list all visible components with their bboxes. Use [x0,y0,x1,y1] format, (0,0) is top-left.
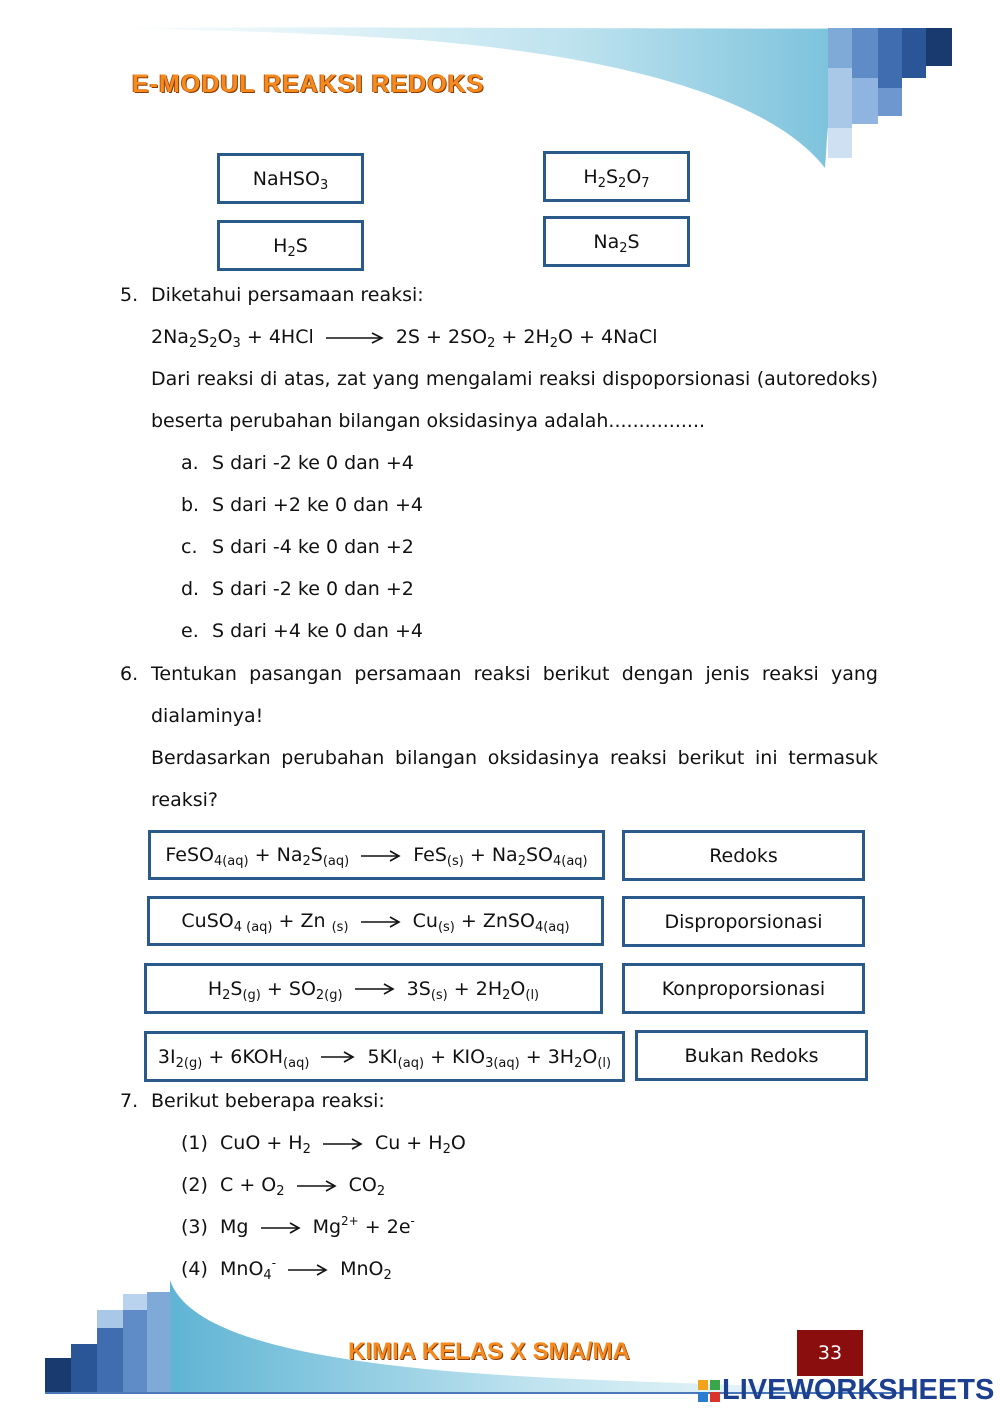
type-label: Disproporsionasi [664,910,823,933]
reaction-box-4[interactable] [144,1031,625,1082]
reaction-box-3[interactable] [144,963,603,1014]
module-title: E-MODUL REAKSI REDOKS [132,70,485,98]
type-label: Redoks [709,844,778,867]
answer-box-na2s[interactable] [543,216,690,267]
type-box-bukan-redoks[interactable] [635,1030,868,1081]
q7-item-4: (4) MnO$_4$- MnO$_2$ [181,1256,392,1283]
formula-text: NaHSO$_3$ [252,167,329,193]
type-label: Konproporsionasi [661,977,826,1000]
option-d-text[interactable]: S dari -2 ke 0 dan +2 [212,578,414,600]
option-e-letter: e. [181,620,199,642]
reaction-equation: CuSO$_{4 (aq)}$ + Zn $_{(s)}$ $Cu_{(s)}$ + ZnSO$_{4(aq)}$ [181,910,570,935]
question-5-equation: $2Na_2S_2O_3 + 4HCl$ $2S + 2SO_2 + 2H_2O$ + 4NaCl [151,326,658,351]
q7-item-3: (3) Mg $Mg^{2+} + 2e^-$ [181,1214,415,1238]
liveworksheets-brand[interactable]: LIVEWORKSHEETS [722,1374,995,1406]
answer-box-h2s2o7[interactable] [543,151,690,202]
reaction-arrow-icon [288,1264,328,1276]
option-a-text[interactable]: S dari -2 ke 0 dan +4 [212,452,414,474]
reaction-arrow-icon [355,983,395,995]
answer-box-h2s[interactable] [217,220,364,271]
option-e-text[interactable]: S dari +4 ke 0 dan +4 [212,620,423,642]
type-box-disproporsionasi[interactable] [622,896,865,947]
option-b-letter: b. [181,494,200,516]
reaction-arrow-icon [261,1222,301,1234]
reaction-arrow-icon [323,1138,363,1150]
reaction-arrow-icon [321,1051,355,1063]
reaction-equation: $H_2S_{(g)} + SO_{2(g)}$ $3S_{(s)} + 2H_2O_{(l)}$ [207,977,540,1003]
reaction-equation: FeSO$_{4(aq)}$ + $Na_2S_{(aq)}$ $FeS_{(s)} + Na_2SO_{4(aq)}$ [165,844,588,869]
formula-text: $H_2S_2O_7$ [583,165,650,191]
formula-text: $H_2S$ [273,234,308,260]
reaction-box-1[interactable] [148,830,605,880]
footer-title: KIMIA KELAS X SMA/MA [348,1338,630,1365]
reaction-arrow-icon [361,916,401,928]
question-6-text-line-3: Berdasarkan perubahan bilangan oksidasinya reaksi berikut ini termasuk [151,747,878,769]
question-6-text-line-4: reaksi? [151,789,218,811]
option-b-text[interactable]: S dari +2 ke 0 dan +4 [212,494,423,516]
liveworksheets-logo-icon [698,1380,720,1402]
type-box-redoks[interactable] [622,830,865,881]
page-number-badge [797,1330,863,1376]
reaction-arrow-icon [361,850,401,862]
question-6-text-line-2: dialaminya! [151,705,264,727]
header-wave-decoration [0,0,1000,200]
page-number: 33 [817,1342,843,1364]
reaction-arrow-icon [297,1180,337,1192]
question-6-number: 6. [120,663,139,685]
question-5-text-line-2: beserta perubahan bilangan oksidasinya adalah................ [151,410,706,432]
reaction-arrow-icon [326,332,384,344]
type-box-konproporsionasi[interactable] [622,963,865,1014]
question-6-text-line-1: Tentukan pasangan persamaan reaksi berikut dengan jenis reaksi yang [151,663,878,685]
q7-item-1: (1) CuO + $H_2$ $Cu + H_2O$ [181,1132,466,1157]
question-5-text-line-1: Dari reaksi di atas, zat yang mengalami reaksi dispoporsionasi (autoredoks) [151,368,878,390]
reaction-box-2[interactable] [147,896,604,946]
question-7-intro: Berikut beberapa reaksi: [151,1090,385,1112]
reaction-equation: $3I_{2(g)} + 6KOH_{(aq)}$ $5KI_{(aq)} + KIO_{3(aq)} + 3H_2O_{(l)}$ [157,1045,612,1071]
option-a-letter: a. [181,452,199,474]
question-7-number: 7. [120,1090,139,1112]
question-5-intro: Diketahui persamaan reaksi: [151,284,424,306]
option-c-text[interactable]: S dari -4 ke 0 dan +2 [212,536,414,558]
option-d-letter: d. [181,578,200,600]
option-c-letter: c. [181,536,198,558]
question-5-number: 5. [120,284,139,306]
type-label: Bukan Redoks [684,1044,819,1067]
formula-text: $Na_2S$ [593,230,640,256]
answer-box-nahso3[interactable] [217,153,364,204]
q7-item-2: (2) $C + O_2$ $CO_2$ [181,1174,386,1199]
